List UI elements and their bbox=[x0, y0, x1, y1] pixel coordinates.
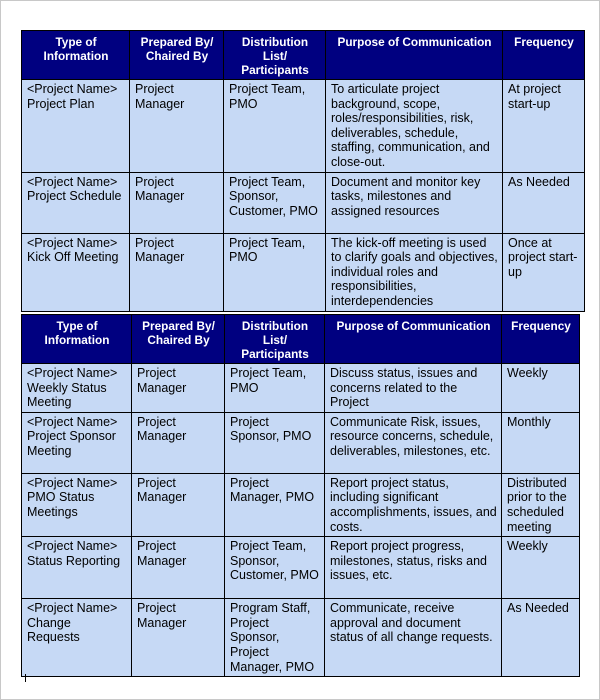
cell-frequency: As Needed bbox=[502, 599, 580, 677]
cell-purpose: To articulate project background, scope, roles/responsibilities, risk, deliverables, schedule, staffing, communication, and close-out. bbox=[326, 80, 503, 173]
cell-frequency: Monthly bbox=[502, 412, 580, 473]
header-prepared-by: Prepared By/ Chaired By bbox=[130, 31, 224, 80]
cell-distribution: Project Team, PMO bbox=[224, 80, 326, 173]
cell-frequency: At project start-up bbox=[503, 80, 585, 173]
cell-distribution: Project Team, PMO bbox=[224, 233, 326, 311]
header-type-of-information: Type of Information bbox=[22, 31, 130, 80]
cell-prepared-by: Project Manager bbox=[132, 412, 225, 473]
cell-prepared-by: Project Manager bbox=[132, 364, 225, 413]
cell-type: <Project Name> Status Reporting bbox=[22, 537, 132, 599]
cell-distribution: Project Team, Sponsor, Customer, PMO bbox=[225, 537, 325, 599]
cell-type: <Project Name> Project Plan bbox=[22, 80, 130, 173]
cell-prepared-by: Project Manager bbox=[132, 537, 225, 599]
table-row bbox=[22, 599, 580, 677]
cell-frequency: Weekly bbox=[502, 537, 580, 599]
cell-prepared-by: Project Manager bbox=[130, 233, 224, 311]
cell-prepared-by: Project Manager bbox=[132, 599, 225, 677]
cell-distribution: Project Manager, PMO bbox=[225, 473, 325, 536]
header-frequency: Frequency bbox=[503, 31, 585, 80]
table-row bbox=[22, 233, 585, 311]
table-row bbox=[22, 364, 580, 413]
cell-distribution: Project Team, Sponsor, Customer, PMO bbox=[224, 172, 326, 233]
cell-prepared-by: Project Manager bbox=[130, 80, 224, 173]
cell-purpose: Communicate Risk, issues, resource concerns, schedule, deliverables, milestones, etc. bbox=[325, 412, 502, 473]
header-frequency: Frequency bbox=[502, 315, 580, 364]
cell-type: <Project Name> Project Schedule bbox=[22, 172, 130, 233]
cell-purpose: Report project progress, milestones, status, risks and issues, etc. bbox=[325, 537, 502, 599]
cell-distribution: Program Staff, Project Sponsor, Project Manager, PMO bbox=[225, 599, 325, 677]
cell-frequency: As Needed bbox=[503, 172, 585, 233]
cell-purpose: Document and monitor key tasks, milestones and assigned resources bbox=[326, 172, 503, 233]
cell-purpose: Discuss status, issues and concerns related to the Project bbox=[325, 364, 502, 413]
header-row bbox=[22, 31, 585, 80]
header-distribution-list: Distribution List/ Participants bbox=[225, 315, 325, 364]
table-row bbox=[22, 412, 580, 473]
cell-distribution: Project Sponsor, PMO bbox=[225, 412, 325, 473]
cell-frequency: Weekly bbox=[502, 364, 580, 413]
header-prepared-by: Prepared By/ Chaired By bbox=[132, 315, 225, 364]
cell-distribution: Project Team, PMO bbox=[225, 364, 325, 413]
table-row bbox=[22, 473, 580, 536]
text-cursor-mark bbox=[25, 674, 26, 682]
header-type-of-information: Type of Information bbox=[22, 315, 132, 364]
cell-purpose: Report project status, including significant accomplishments, issues, and costs. bbox=[325, 473, 502, 536]
cell-type: <Project Name> Change Requests bbox=[22, 599, 132, 677]
cell-type: <Project Name> Kick Off Meeting bbox=[22, 233, 130, 311]
cell-frequency: Once at project start-up bbox=[503, 233, 585, 311]
header-purpose: Purpose of Communication bbox=[326, 31, 503, 80]
cell-frequency: Distributed prior to the scheduled meeting bbox=[502, 473, 580, 536]
header-purpose: Purpose of Communication bbox=[325, 315, 502, 364]
communication-table-2 bbox=[21, 314, 580, 677]
cell-purpose: Communicate, receive approval and document status of all change requests. bbox=[325, 599, 502, 677]
cell-purpose: The kick-off meeting is used to clarify goals and objectives, individual roles and responsibilities, interdependencies bbox=[326, 233, 503, 311]
header-distribution-list: Distribution List/ Participants bbox=[224, 31, 326, 80]
cell-type: <Project Name> Weekly Status Meeting bbox=[22, 364, 132, 413]
cell-type: <Project Name> Project Sponsor Meeting bbox=[22, 412, 132, 473]
cell-prepared-by: Project Manager bbox=[130, 172, 224, 233]
cell-prepared-by: Project Manager bbox=[132, 473, 225, 536]
table-row bbox=[22, 172, 585, 233]
header-row bbox=[22, 315, 580, 364]
communication-table-1 bbox=[21, 30, 585, 312]
cell-type: <Project Name> PMO Status Meetings bbox=[22, 473, 132, 536]
table-row bbox=[22, 80, 585, 173]
table-row bbox=[22, 537, 580, 599]
